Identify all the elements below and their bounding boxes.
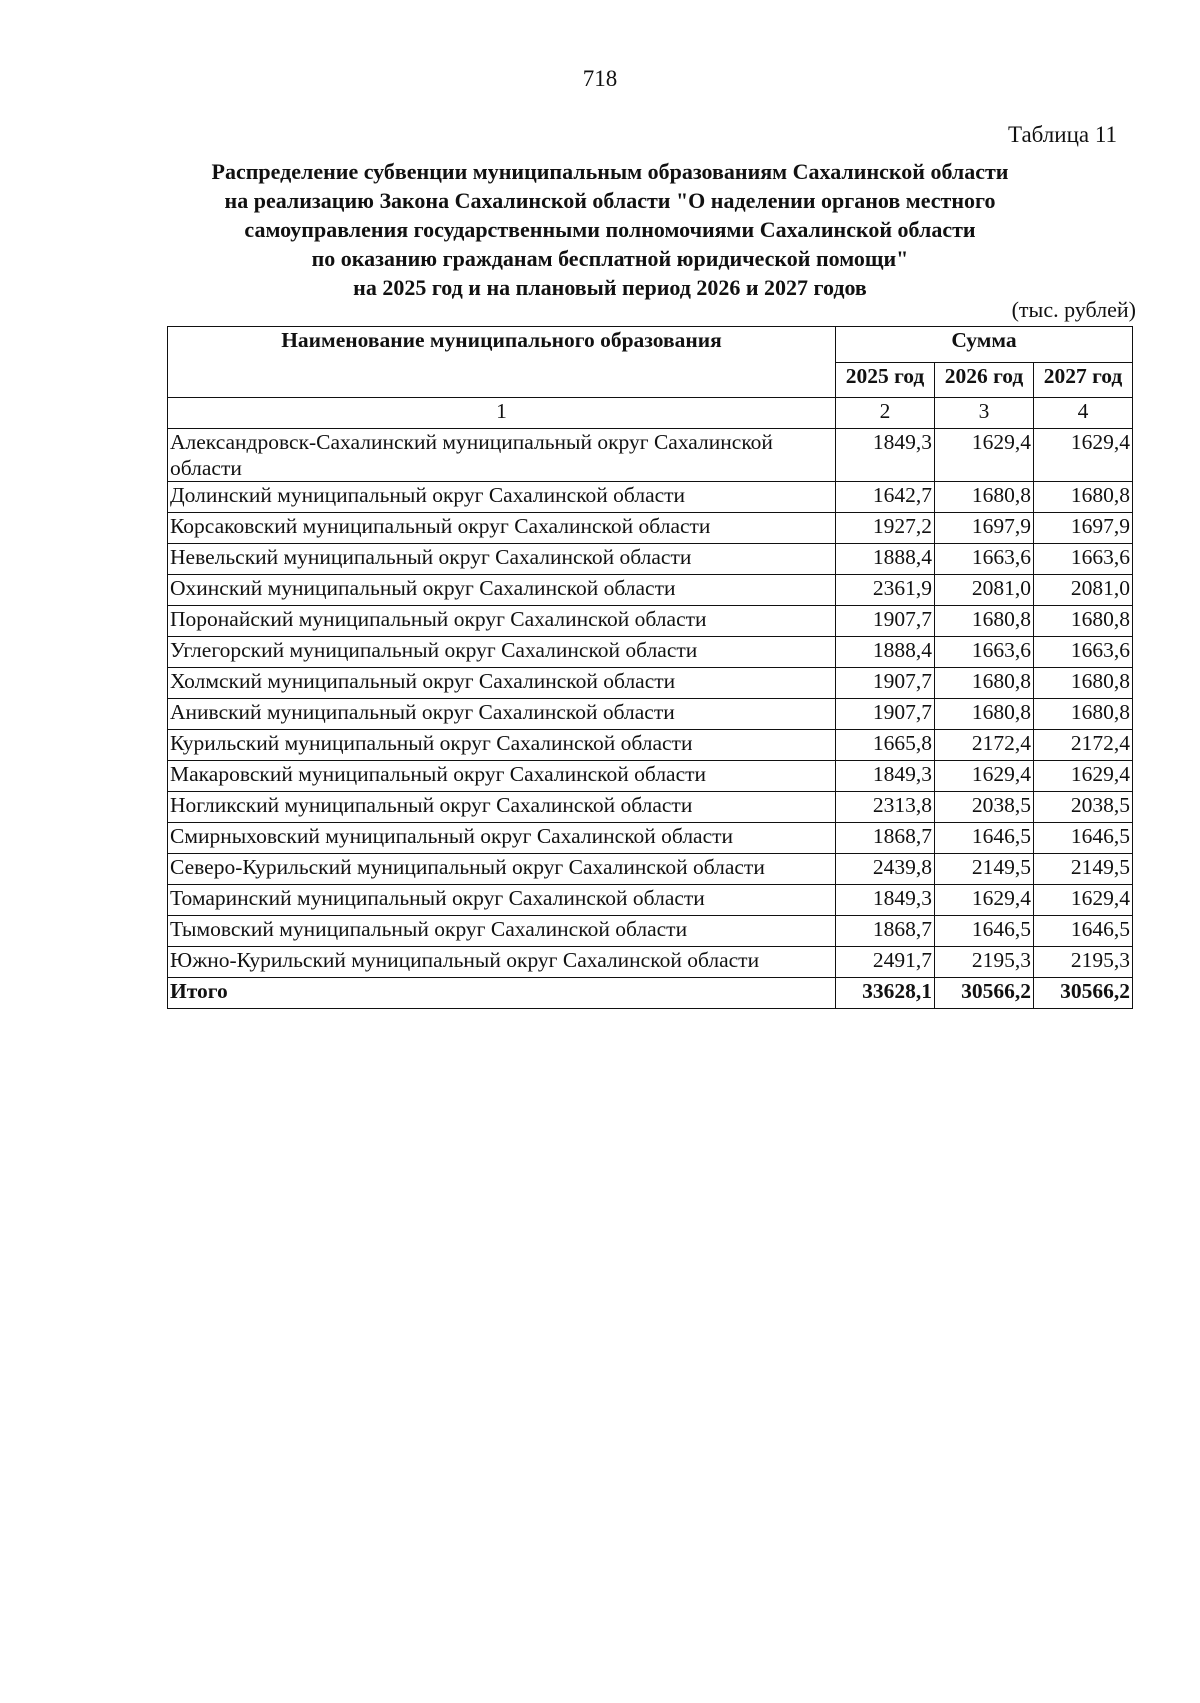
title-line: Распределение субвенции муниципальным образованиям Сахалинской области: [211, 159, 1009, 184]
header-year-2025: 2025 год: [836, 362, 935, 398]
municipality-name: Александровск-Сахалинский муниципальный округ Сахалинской области: [168, 429, 836, 482]
municipality-name: Северо-Курильский муниципальный округ Сахалинской области: [168, 854, 836, 885]
value-2027: 2081,0: [1034, 575, 1133, 606]
value-2027: 2195,3: [1034, 947, 1133, 978]
table-row: [168, 699, 1133, 730]
column-number: 4: [1034, 398, 1133, 429]
value-2026: 1629,4: [935, 429, 1034, 482]
municipality-name: Поронайский муниципальный округ Сахалинской области: [168, 606, 836, 637]
table-row: [168, 482, 1133, 513]
title-line: по оказанию гражданам бесплатной юридической помощи": [311, 246, 909, 271]
value-2025: 1907,7: [836, 668, 935, 699]
municipality-name: Корсаковский муниципальный округ Сахалинской области: [168, 513, 836, 544]
value-2027: 1680,8: [1034, 482, 1133, 513]
value-2026: 1680,8: [935, 482, 1034, 513]
value-2027: 1646,5: [1034, 916, 1133, 947]
value-2025: 1849,3: [836, 885, 935, 916]
table-label: Таблица 11: [1007, 122, 1117, 147]
header-sum: Сумма: [836, 327, 1133, 363]
column-number: 2: [836, 398, 935, 429]
header-name: Наименование муниципального образования: [168, 327, 836, 398]
municipality-name: Южно-Курильский муниципальный округ Сахалинской области: [168, 947, 836, 978]
title-line: на реализацию Закона Сахалинской области "О наделении органов местного: [224, 188, 996, 213]
value-2026: 1680,8: [935, 668, 1034, 699]
value-2027: 1680,8: [1034, 606, 1133, 637]
value-2025: 1868,7: [836, 916, 935, 947]
value-2026: 1663,6: [935, 544, 1034, 575]
value-2027: 2172,4: [1034, 730, 1133, 761]
value-2025: 1642,7: [836, 482, 935, 513]
value-2025: 1665,8: [836, 730, 935, 761]
value-2026: 2195,3: [935, 947, 1034, 978]
value-2026: 1646,5: [935, 823, 1034, 854]
municipality-name: Томаринский муниципальный округ Сахалинской области: [168, 885, 836, 916]
value-2027: 2038,5: [1034, 792, 1133, 823]
table-row: [168, 544, 1133, 575]
municipality-name: Углегорский муниципальный округ Сахалинской области: [168, 637, 836, 668]
municipality-name: Тымовский муниципальный округ Сахалинской области: [168, 916, 836, 947]
header-year-2027: 2027 год: [1034, 362, 1133, 398]
value-2026: 2081,0: [935, 575, 1034, 606]
table-row: [168, 761, 1133, 792]
total-2026: 30566,2: [935, 978, 1034, 1009]
units-label: (тыс. рублей): [1011, 297, 1136, 322]
municipality-name: Анивский муниципальный округ Сахалинской области: [168, 699, 836, 730]
value-2027: 1646,5: [1034, 823, 1133, 854]
document-title: [150, 157, 1070, 302]
value-2025: 2439,8: [836, 854, 935, 885]
table-row: [168, 637, 1133, 668]
value-2025: 2491,7: [836, 947, 935, 978]
value-2027: 1663,6: [1034, 637, 1133, 668]
value-2027: 2149,5: [1034, 854, 1133, 885]
municipality-name: Курильский муниципальный округ Сахалинской области: [168, 730, 836, 761]
title-line: самоуправления государственными полномочиями Сахалинской области: [244, 217, 976, 242]
value-2025: 1907,7: [836, 606, 935, 637]
municipality-name: Макаровский муниципальный округ Сахалинской области: [168, 761, 836, 792]
municipality-name: Смирныховский муниципальный округ Сахалинской области: [168, 823, 836, 854]
value-2026: 1680,8: [935, 699, 1034, 730]
value-2025: 2361,9: [836, 575, 935, 606]
table-row: [168, 947, 1133, 978]
table-row: [168, 668, 1133, 699]
table-body: [168, 429, 1133, 978]
value-2027: 1629,4: [1034, 429, 1133, 482]
municipality-name: Невельский муниципальный округ Сахалинской области: [168, 544, 836, 575]
total-2025: 33628,1: [836, 978, 935, 1009]
table-row: [168, 792, 1133, 823]
column-number: 3: [935, 398, 1034, 429]
value-2026: 1697,9: [935, 513, 1034, 544]
value-2026: 1680,8: [935, 606, 1034, 637]
value-2027: 1680,8: [1034, 668, 1133, 699]
subvention-table: [167, 326, 1133, 1009]
value-2027: 1629,4: [1034, 761, 1133, 792]
value-2027: 1629,4: [1034, 885, 1133, 916]
municipality-name: Ногликский муниципальный округ Сахалинской области: [168, 792, 836, 823]
title-line: на 2025 год и на плановый период 2026 и 2027 годов: [353, 275, 867, 300]
value-2025: 1907,7: [836, 699, 935, 730]
total-row: [168, 978, 1133, 1009]
value-2025: 1888,4: [836, 637, 935, 668]
value-2026: 2172,4: [935, 730, 1034, 761]
table-row: [168, 730, 1133, 761]
municipality-name: Долинский муниципальный округ Сахалинской области: [168, 482, 836, 513]
value-2025: 1888,4: [836, 544, 935, 575]
value-2026: 1646,5: [935, 916, 1034, 947]
table-row: [168, 854, 1133, 885]
table-row: [168, 885, 1133, 916]
value-2026: 2038,5: [935, 792, 1034, 823]
value-2027: 1680,8: [1034, 699, 1133, 730]
column-number: 1: [168, 398, 836, 429]
value-2025: 1868,7: [836, 823, 935, 854]
table-row: [168, 916, 1133, 947]
table-row: [168, 823, 1133, 854]
municipality-name: Холмский муниципальный округ Сахалинской области: [168, 668, 836, 699]
municipality-name: Охинский муниципальный округ Сахалинской области: [168, 575, 836, 606]
value-2025: 1849,3: [836, 429, 935, 482]
value-2026: 1629,4: [935, 761, 1034, 792]
table-row: [168, 513, 1133, 544]
value-2026: 1629,4: [935, 885, 1034, 916]
value-2027: 1663,6: [1034, 544, 1133, 575]
total-label: Итого: [168, 978, 836, 1009]
value-2026: 2149,5: [935, 854, 1034, 885]
value-2025: 2313,8: [836, 792, 935, 823]
table-row: [168, 575, 1133, 606]
value-2027: 1697,9: [1034, 513, 1133, 544]
total-2027: 30566,2: [1034, 978, 1133, 1009]
value-2026: 1663,6: [935, 637, 1034, 668]
table-row: [168, 606, 1133, 637]
page-number: 718: [582, 66, 618, 91]
header-year-2026: 2026 год: [935, 362, 1034, 398]
table-row: [168, 429, 1133, 482]
value-2025: 1927,2: [836, 513, 935, 544]
value-2025: 1849,3: [836, 761, 935, 792]
